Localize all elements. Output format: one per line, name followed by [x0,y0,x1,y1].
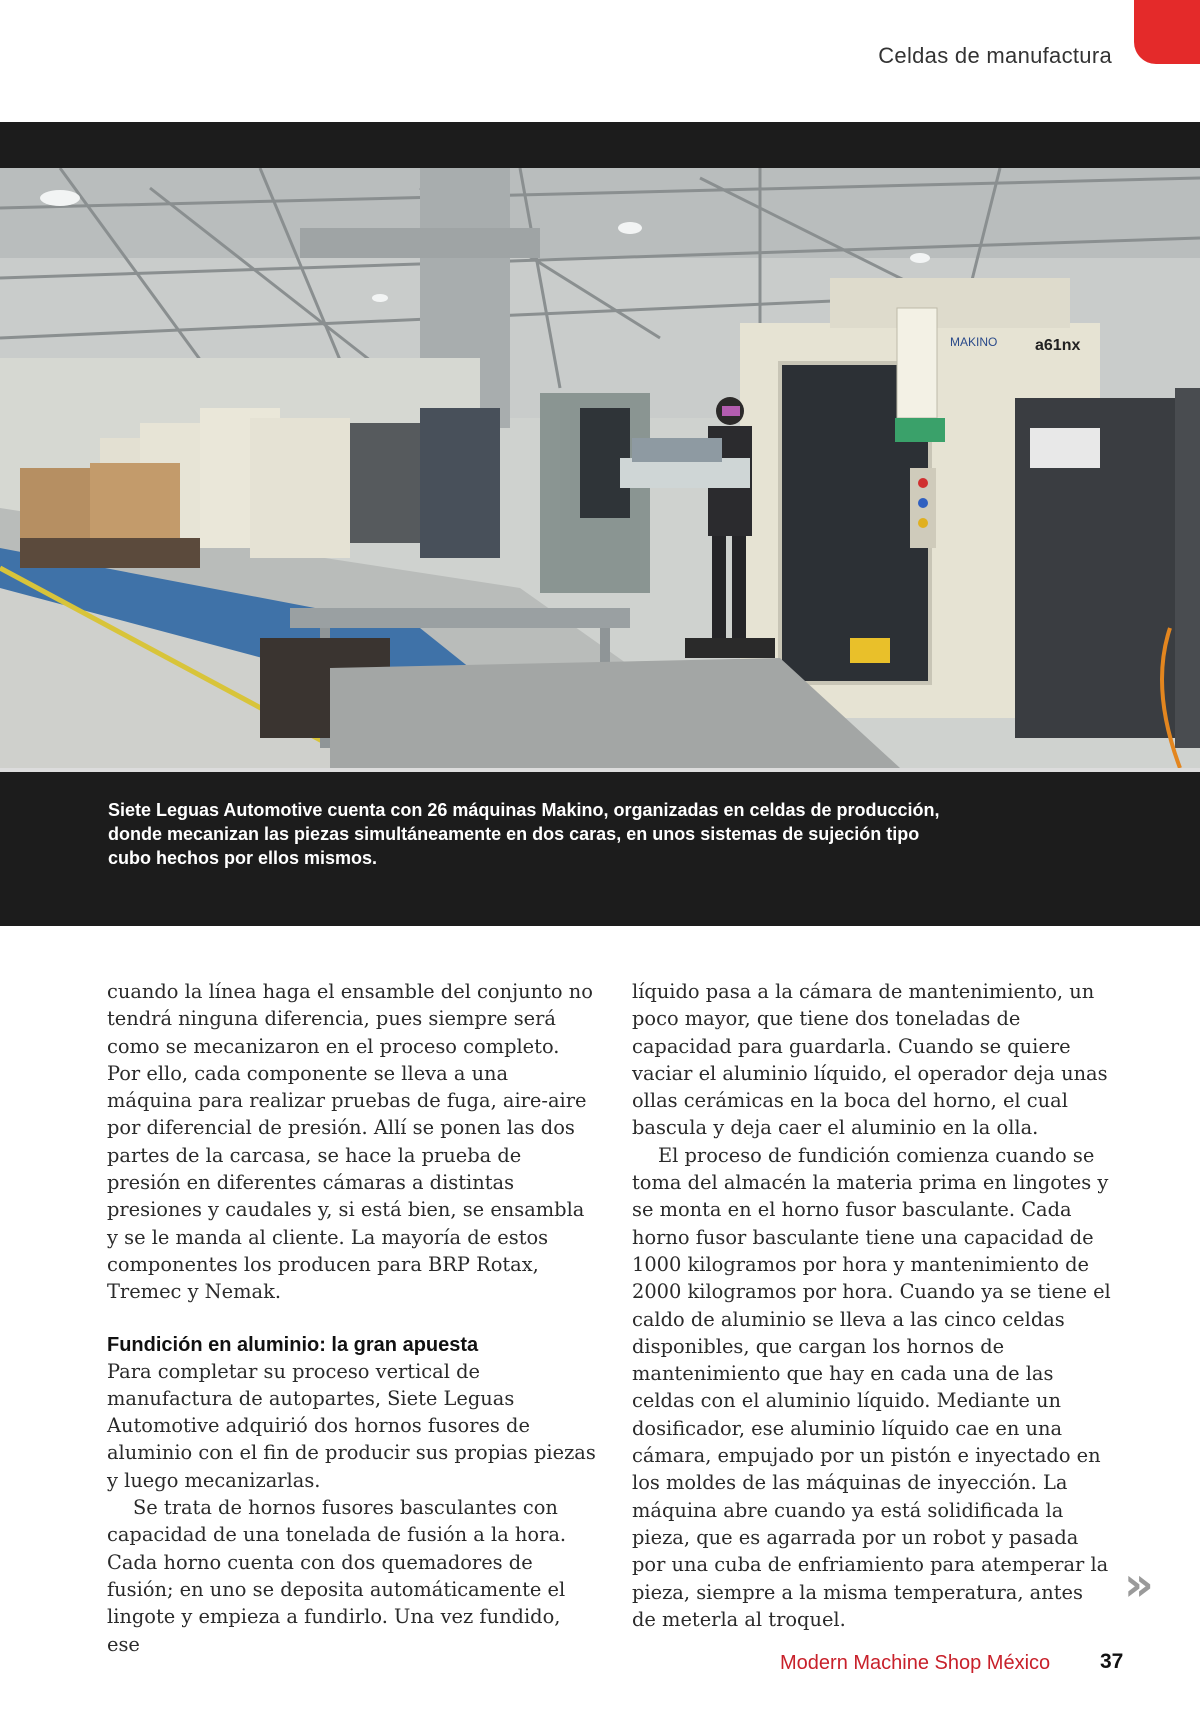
footer-publication: Modern Machine Shop México [780,1652,1051,1674]
factory-photo [0,168,1200,772]
paragraph: líquido pasa a la cámara de mantenimiento, un poco mayor, que tiene dos toneladas de capacidad para guardarla. Cuando se quiere vaciar el aluminio líquido, el operador deja unas ollas cerámicas en la boca del horno, el cual bascula y deja caer el aluminio en la olla. [632,980,1108,1140]
photo-caption: Siete Leguas Automotive cuenta con 26 máquinas Makino, organizadas en celdas de producción, donde mecanizan las piezas simultáneamente en dos caras, en unos sistemas de sujeción tipo cubo hechos por ellos mismos. [108,800,940,868]
page-number: 37 [1100,1650,1124,1673]
section-subheading: Fundición en aluminio: la gran apuesta [107,1333,479,1356]
continue-arrow-icon: » [1124,1557,1154,1611]
article-column-left [107,978,597,1658]
article-column-right [632,978,1112,1633]
section-label: Celdas de manufactura [878,43,1112,68]
paragraph: El proceso de fundición comienza cuando se toma del almacén la materia prima en lingotes y se monta en el horno fusor basculante. Cada horno fusor basculante tiene una capacidad de 1000 kilogramos por hora y mantenimiento de 2000 kilogramos por hora. Cuando ya se tiene el caldo de aluminio se lleva a las cinco celdas disponibles, que cargan los hornos de mantenimiento que hay en cada una de las celdas con el aluminio líquido. Mediante un dosificador, ese aluminio líquido cae en una cámara, empujado por un pistón e inyectado en los moldes de las máquinas de inyección. La máquina abre cuando ya está solidificada la pieza, que es agarrada por un robot y pasada por una cuba de enfriamiento para atemperar la pieza, siempre a la misma temperatura, antes de meterla al troquel. [632,1143,1111,1631]
paragraph: Para completar su proceso vertical de manufactura de autopartes, Siete Leguas Automotive adquirió dos hornos fusores de aluminio con el fin de producir sus propias piezas y luego mecanizarlas. [107,1359,596,1492]
section-tab-marker [1134,0,1200,64]
paragraph: Se trata de hornos fusores basculantes con capacidad de una tonelada de fusión a la hora. Cada horno cuenta con dos quemadores de fusión; en uno se deposita automáticamente el lingote y empieza a fundirlo. Una vez fundido, ese [107,1496,567,1656]
paragraph: cuando la línea haga el ensamble del conjunto no tendrá ninguna diferencia, pues siempre será como se mecanizaron en el proceso completo. Por ello, cada componente se lleva a una máquina para realizar pruebas de fuga, aire-aire por diferencial de presión. Allí se ponen las dos partes de la carcasa, se hace la prueba de presión en diferentes cámaras a distintas presiones y caudales y, si está bien, se ensambla y se le manda al cliente. La mayoría de estos componentes los producen para BRP Rotax, Tremec y Nemak. [107,980,593,1304]
machine-brand-label: MAKINO [950,335,998,349]
machine-model-label: a61nx [1035,337,1081,354]
